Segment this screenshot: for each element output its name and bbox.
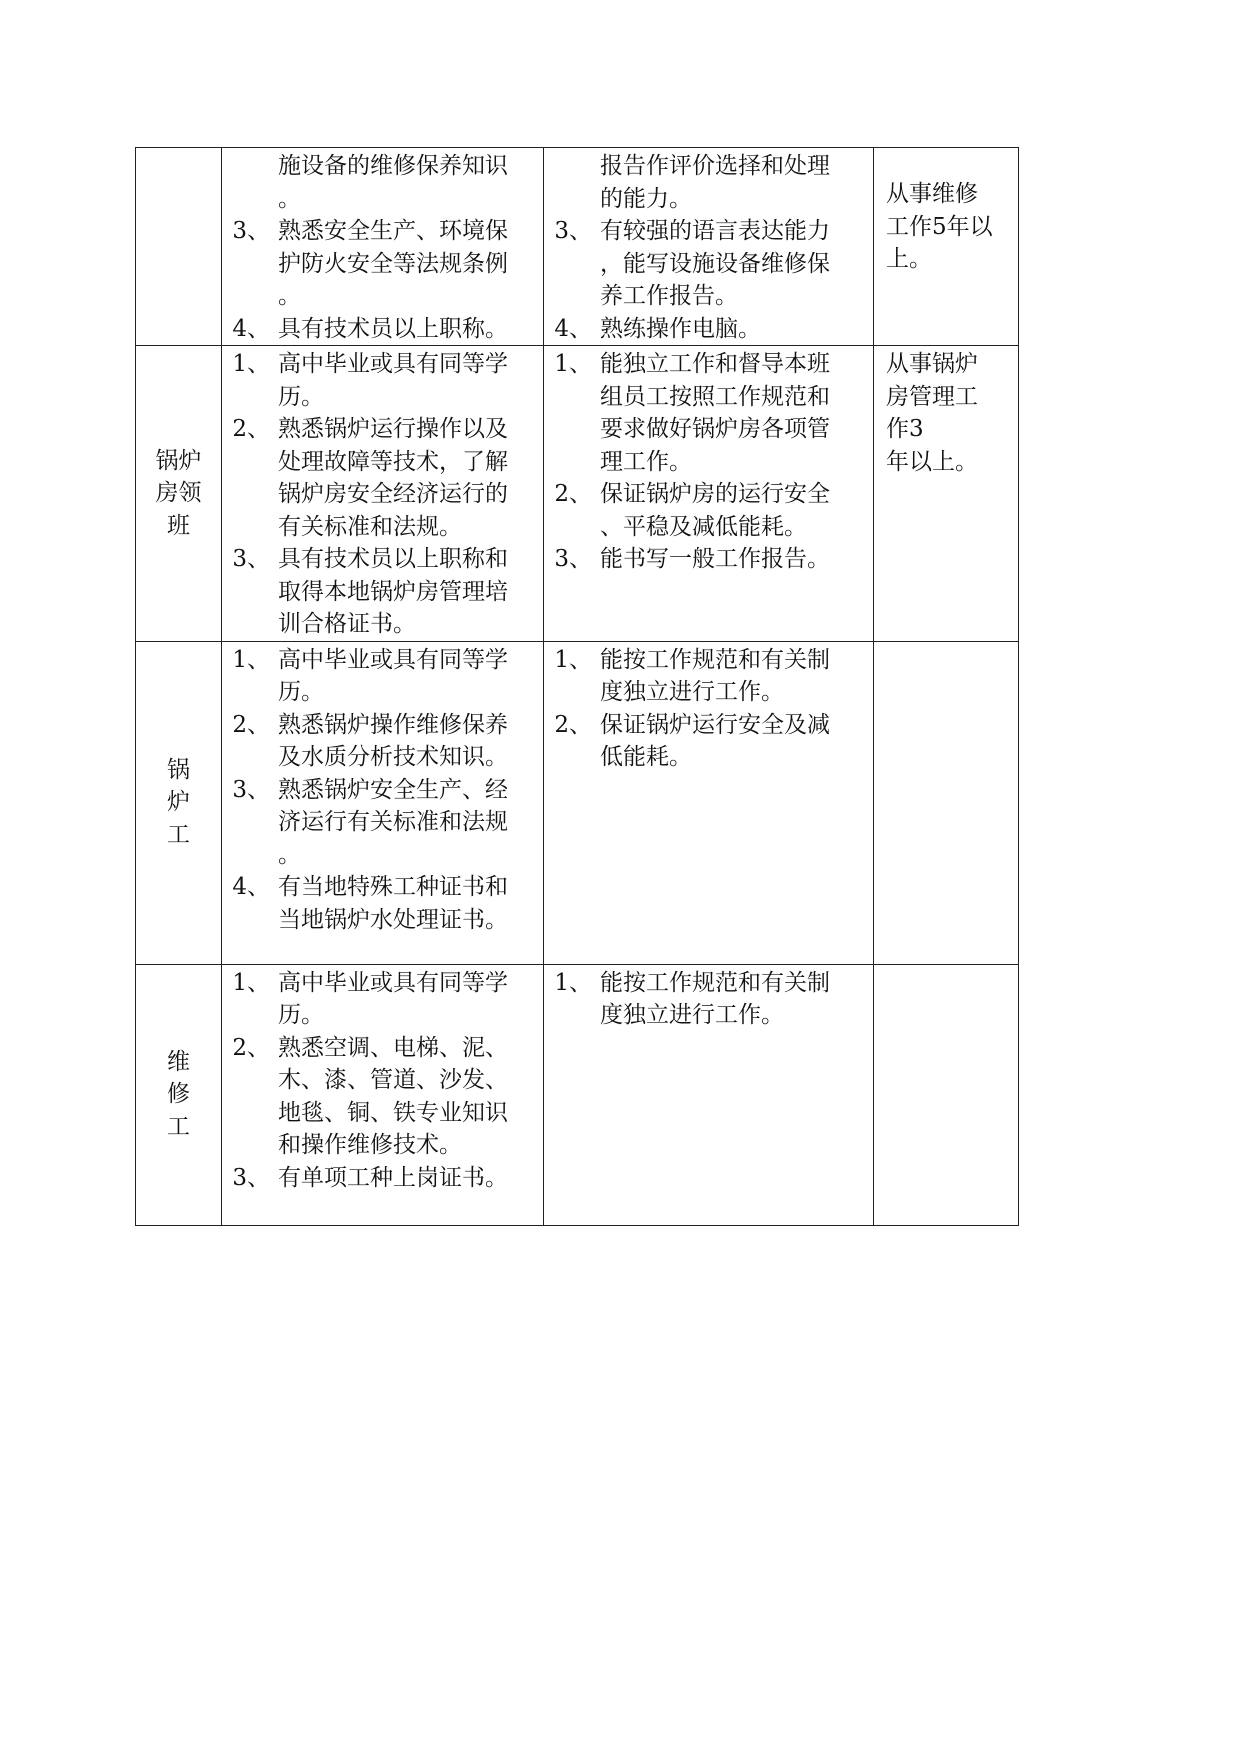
experience-line: 上。 xyxy=(886,246,932,272)
list-item xyxy=(226,774,543,872)
list-item xyxy=(226,348,543,413)
list-item-text: 具有技术员以上职称。 xyxy=(278,315,508,342)
list-item xyxy=(226,967,543,1032)
experience-cell xyxy=(874,641,1019,964)
list-item-first-line xyxy=(548,215,873,248)
list-item xyxy=(226,871,543,936)
list-item-number: 2、 xyxy=(554,711,592,738)
experience-line: 从事维修 xyxy=(886,181,978,207)
list-item-continuation: 。 xyxy=(278,283,301,309)
qualification-cell xyxy=(222,148,544,346)
list-item xyxy=(226,313,543,346)
list-item-number: 4、 xyxy=(232,315,270,342)
list-item-number: 2、 xyxy=(232,711,270,738)
list-item xyxy=(226,413,543,543)
list-item-text: 能按工作规范和有关制 xyxy=(600,646,830,673)
list-item-number: 3、 xyxy=(232,1164,270,1191)
list-item-text: 有较强的语言表达能力 xyxy=(600,218,830,244)
list-item xyxy=(226,543,543,641)
list-item xyxy=(226,215,543,313)
list-item-number: 3、 xyxy=(232,776,270,803)
role-label-line: 锅 xyxy=(167,756,190,783)
list-item-text: 熟悉锅炉运行操作以及 xyxy=(278,416,508,442)
role-label-line: 班 xyxy=(167,512,190,539)
list-item-first-line xyxy=(226,1032,543,1065)
list-item-continuation: 度独立进行工作。 xyxy=(600,1002,784,1028)
list-item-number: 3、 xyxy=(554,546,592,572)
role-cell xyxy=(136,641,222,964)
list-item-first-line xyxy=(548,967,873,1000)
list-item-number: 1、 xyxy=(232,969,270,996)
list-item xyxy=(226,1162,543,1195)
list-item-text: 熟练操作电脑。 xyxy=(600,315,761,342)
list-item-text: 熟悉锅炉安全生产、经 xyxy=(278,776,508,803)
list-item-first-line xyxy=(548,709,873,742)
responsibility-cell xyxy=(544,641,874,964)
list-item xyxy=(548,709,873,774)
job-requirements-table xyxy=(135,147,1019,1226)
list-item-text: 高中毕业或具有同等学 xyxy=(278,351,508,377)
list-item-number: 4、 xyxy=(554,315,592,342)
list-item-continuation: 要求做好锅炉房各项管 xyxy=(600,416,830,442)
list-item-continuation: 锅炉房安全经济运行的 xyxy=(278,481,508,507)
list-item-number: 2、 xyxy=(232,1034,270,1061)
cell-content xyxy=(222,148,543,345)
experience-line: 年以上。 xyxy=(886,448,978,475)
list-item xyxy=(548,644,873,709)
experience-line: 房管理工 xyxy=(886,383,978,410)
list-item-number: 1、 xyxy=(554,646,592,673)
experience-cell xyxy=(874,148,1019,346)
list-item-first-line xyxy=(226,413,543,446)
list-item-text: 具有技术员以上职称和 xyxy=(278,546,508,572)
list-item-first-line xyxy=(226,774,543,807)
table-row xyxy=(136,641,1019,964)
qualification-cell xyxy=(222,641,544,964)
list-item-text: 保证锅炉房的运行安全 xyxy=(600,481,830,507)
list-item-text: 保证锅炉运行安全及减 xyxy=(600,711,830,738)
role-label-line: 炉 xyxy=(167,789,190,816)
table-row xyxy=(136,964,1019,1225)
cell-content xyxy=(222,642,543,937)
list-item-first-line xyxy=(548,644,873,677)
list-item-number: 1、 xyxy=(554,969,592,996)
list-item-continuation: 。 xyxy=(278,841,301,868)
table-body xyxy=(136,148,1019,1226)
list-item xyxy=(548,313,873,346)
list-item-text: 能书写一般工作报告。 xyxy=(600,546,830,572)
list-item-text: 有当地特殊工种证书和 xyxy=(278,874,508,900)
list-item-number: 1、 xyxy=(554,351,592,377)
experience-text xyxy=(874,148,1018,276)
table-row xyxy=(136,148,1019,346)
experience-cell xyxy=(874,346,1019,642)
list-item-continuation: 处理故障等技术，了解 xyxy=(278,448,508,475)
role-label-line: 工 xyxy=(167,1113,190,1140)
list-item-continuation: 训合格证书。 xyxy=(278,611,416,637)
list-item-first-line xyxy=(226,1162,543,1195)
cell-content xyxy=(222,346,543,641)
cell-content xyxy=(544,346,873,576)
list-item-continuation: 木、漆、管道、沙发、 xyxy=(278,1067,508,1093)
list-item-first-line xyxy=(226,709,543,742)
list-item-first-line xyxy=(226,967,543,1000)
list-item-continuation: 的能力。 xyxy=(600,185,692,212)
role-label-line: 修 xyxy=(167,1081,190,1108)
list-item xyxy=(226,150,543,215)
list-item-continuation: 历。 xyxy=(278,1002,324,1028)
list-item-text: 能按工作规范和有关制 xyxy=(600,969,830,996)
list-item xyxy=(226,709,543,774)
list-item-text: 熟悉空调、电梯、泥、 xyxy=(278,1034,508,1061)
list-item-first-line xyxy=(548,348,873,381)
list-item-text: 熟悉锅炉操作维修保养 xyxy=(278,711,508,738)
list-item-continuation: 取得本地锅炉房管理培 xyxy=(278,578,508,605)
experience-text xyxy=(874,642,1018,672)
list-item xyxy=(548,150,873,215)
list-item-first-line xyxy=(226,313,543,346)
list-item-text: 高中毕业或具有同等学 xyxy=(278,646,508,673)
list-item-continuation: 济运行有关标准和法规 xyxy=(278,809,508,835)
role-cell xyxy=(136,148,222,346)
responsibility-cell xyxy=(544,148,874,346)
list-item-number: 1、 xyxy=(232,646,270,673)
list-item-continuation: 。 xyxy=(278,185,301,212)
list-item xyxy=(548,543,873,576)
list-item xyxy=(548,348,873,478)
list-item-continuation: 理工作。 xyxy=(600,448,692,475)
responsibility-cell xyxy=(544,964,874,1225)
qualification-cell xyxy=(222,964,544,1225)
list-item-first-line xyxy=(226,150,543,183)
list-item-text: 施设备的维修保养知识 xyxy=(278,153,508,179)
list-item xyxy=(226,644,543,709)
list-item-first-line xyxy=(548,543,873,576)
list-item-first-line xyxy=(548,150,873,183)
list-item-number xyxy=(548,150,600,183)
list-item-continuation: 低能耗。 xyxy=(600,744,692,770)
list-item-continuation: 、平稳及减低能耗。 xyxy=(600,513,807,540)
list-item-text: 报告作评价选择和处理 xyxy=(600,153,830,179)
list-item-continuation: 组员工按照工作规范和 xyxy=(600,383,830,410)
list-item-first-line xyxy=(226,215,543,248)
responsibility-cell xyxy=(544,346,874,642)
list-item-number: 2、 xyxy=(554,481,592,507)
experience-cell xyxy=(874,964,1019,1225)
experience-line: 作3 xyxy=(886,416,924,442)
list-item-first-line xyxy=(226,348,543,381)
list-item-text: 高中毕业或具有同等学 xyxy=(278,969,508,996)
list-item-continuation: ，能写设施设备维修保 xyxy=(600,250,830,277)
role-cell xyxy=(136,346,222,642)
list-item-number: 4、 xyxy=(232,874,270,900)
list-item-first-line xyxy=(226,871,543,904)
cell-content xyxy=(544,965,873,1032)
role-label-line: 锅炉 xyxy=(155,447,202,474)
list-item xyxy=(548,478,873,543)
list-item-text: 能独立工作和督导本班 xyxy=(600,351,830,377)
list-item-number: 3、 xyxy=(554,218,592,244)
list-item-continuation: 和操作维修技术。 xyxy=(278,1132,462,1158)
list-item-continuation: 护防火安全等法规条例 xyxy=(278,250,508,277)
list-item-continuation: 历。 xyxy=(278,383,324,410)
qualification-cell xyxy=(222,346,544,642)
list-item-continuation: 度独立进行工作。 xyxy=(600,679,784,705)
experience-line: 从事锅炉 xyxy=(886,351,978,377)
cell-content xyxy=(544,642,873,774)
list-item-continuation: 及水质分析技术知识。 xyxy=(278,744,508,770)
role-label-line: 维 xyxy=(167,1048,190,1075)
list-item-first-line xyxy=(548,478,873,511)
list-item-continuation: 地毯、铜、铁专业知识 xyxy=(278,1099,508,1126)
list-item-number: 3、 xyxy=(232,546,270,572)
list-item-continuation: 当地锅炉水处理证书。 xyxy=(278,906,508,933)
experience-text xyxy=(874,346,1018,478)
list-item-continuation: 养工作报告。 xyxy=(600,283,738,309)
list-item-continuation: 历。 xyxy=(278,679,324,705)
list-item-number: 2、 xyxy=(232,416,270,442)
list-item-number: 3、 xyxy=(232,218,270,244)
experience-text xyxy=(874,965,1018,995)
list-item-number: 1、 xyxy=(232,351,270,377)
list-item-continuation: 有关标准和法规。 xyxy=(278,513,462,540)
experience-line: 工作5年以 xyxy=(886,213,993,240)
role-label-line: 工 xyxy=(167,821,190,848)
list-item-first-line xyxy=(548,313,873,346)
role-label-line: 房领 xyxy=(155,480,202,506)
list-item xyxy=(548,215,873,313)
list-item-number xyxy=(226,150,278,183)
list-item xyxy=(548,967,873,1032)
list-item-text: 有单项工种上岗证书。 xyxy=(278,1164,508,1191)
list-item-first-line xyxy=(226,543,543,576)
table-row xyxy=(136,346,1019,642)
list-item-text: 熟悉安全生产、环境保 xyxy=(278,218,508,244)
cell-content xyxy=(544,148,873,345)
list-item-first-line xyxy=(226,644,543,677)
list-item xyxy=(226,1032,543,1162)
cell-content xyxy=(222,965,543,1195)
role-cell xyxy=(136,964,222,1225)
